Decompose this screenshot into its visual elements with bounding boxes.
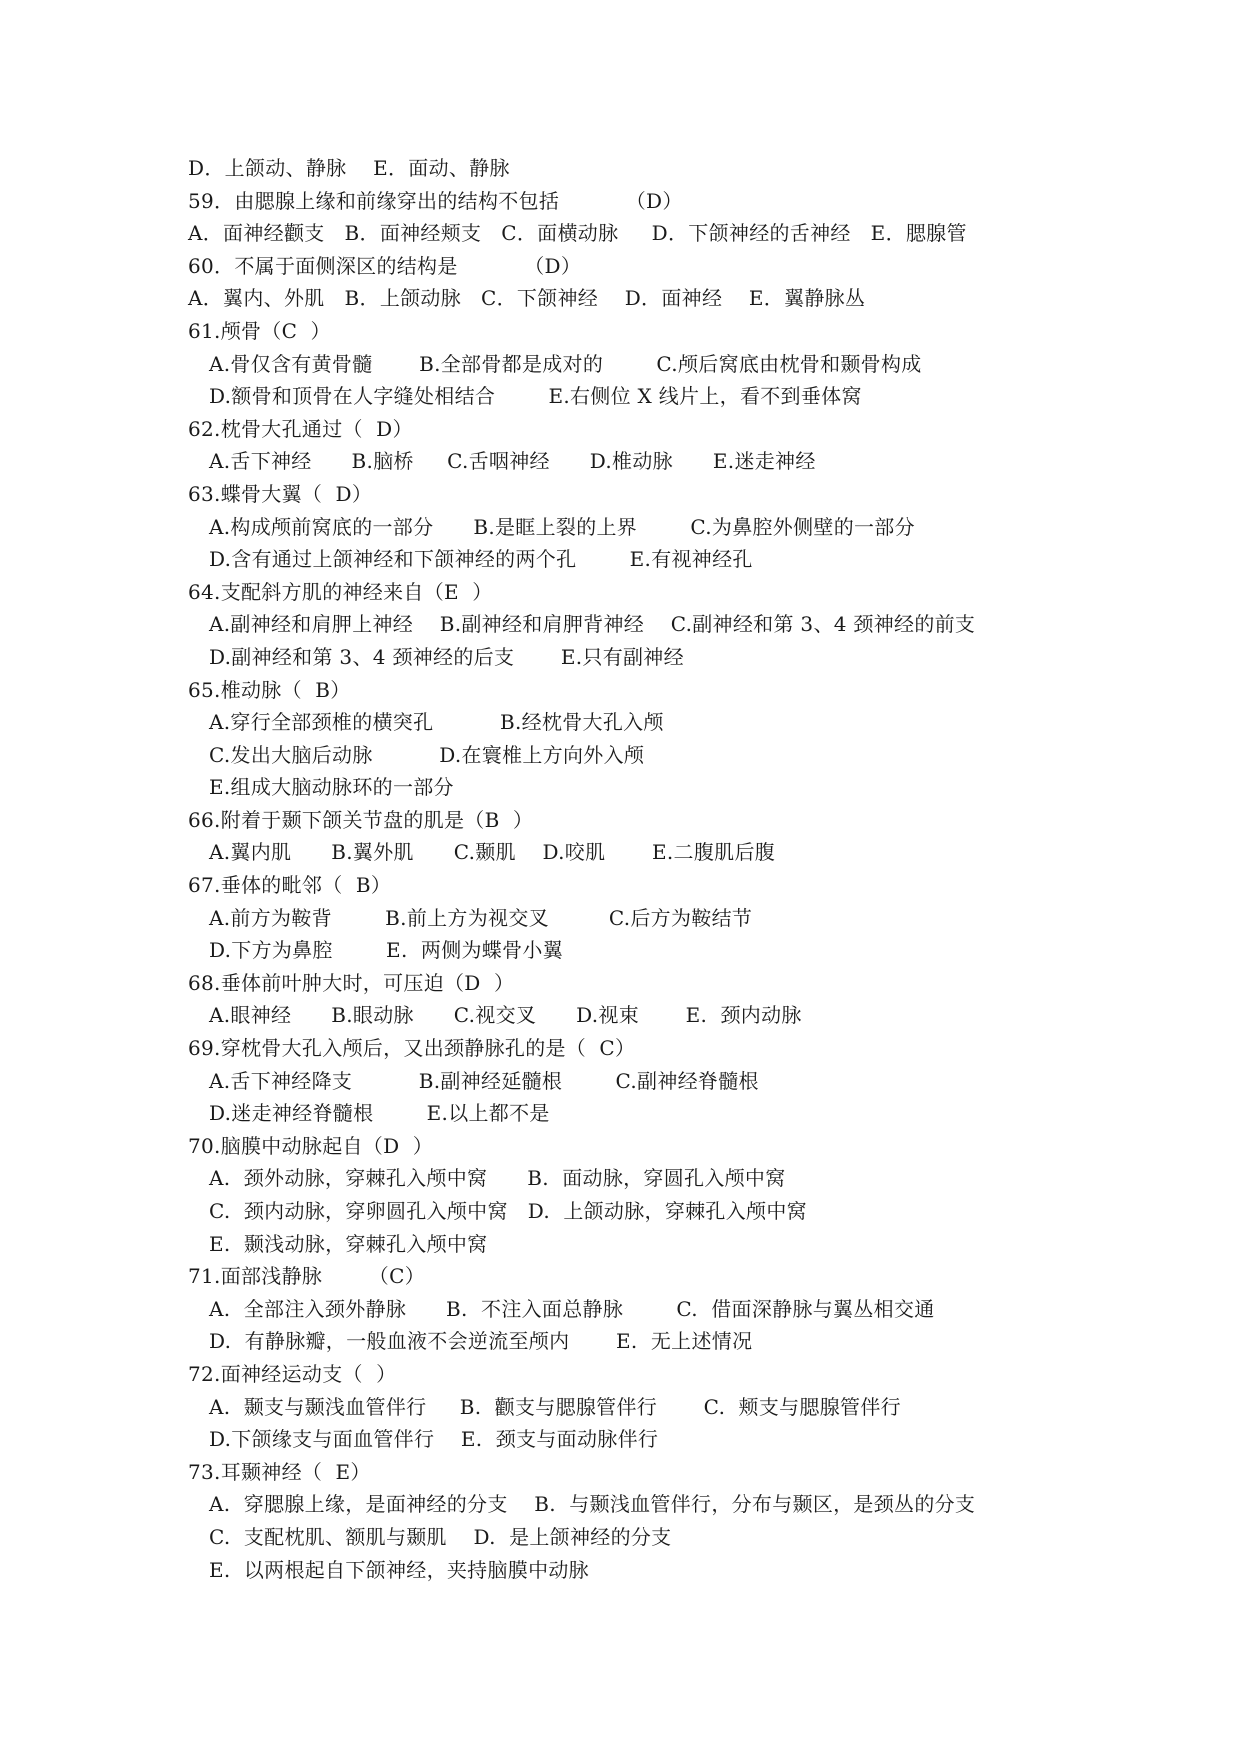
answer-options-line: E. 以两根起自下颌神经，夹持脑膜中动脉 [209, 1557, 589, 1582]
question-line: 68.垂体前叶肿大时，可压迫（D ） [188, 970, 515, 995]
question-line: A．面神经颧支 B．面神经颊支 C．面横动脉 D．下颌神经的舌神经 E．腮腺管 [188, 221, 967, 246]
answer-options-line: A. 穿腮腺上缘，是面神经的分支 B. 与颞浅血管伴行，分布与颞区，是颈丛的分支 [209, 1492, 976, 1517]
question-line: 71.面部浅静脉 （C） [188, 1264, 426, 1289]
question-line: 69.穿枕骨大孔入颅后，又出颈静脉孔的是（ C） [188, 1036, 636, 1061]
question-line: 60．不属于面侧深区的结构是 （D） [188, 253, 582, 278]
answer-options-line: E.组成大脑动脉环的一部分 [209, 775, 454, 800]
question-list [188, 152, 1128, 1586]
answer-options-line: A.舌下神经降支 B.副神经延髓根 C.副神经脊髓根 [209, 1068, 759, 1093]
answer-options-line: D.额骨和顶骨在人字缝处相结合 E.右侧位 X 线片上，看不到垂体窝 [209, 384, 862, 409]
question-line: 59．由腮腺上缘和前缘穿出的结构不包括 （D） [188, 188, 683, 213]
question-line: A．翼内、外肌 B．上颌动脉 C．下颌神经 D．面神经 E．翼静脉丛 [188, 286, 866, 311]
answer-options-line: D.下方为鼻腔 E. 两侧为蝶骨小翼 [209, 938, 564, 963]
answer-options-line: D. 有静脉瓣，一般血液不会逆流至颅内 E. 无上述情况 [209, 1329, 753, 1354]
question-line: 72.面神经运动支（ ） [188, 1361, 397, 1386]
answer-options-line: A.构成颅前窝底的一部分 B.是眶上裂的上界 C.为鼻腔外侧壁的一部分 [209, 514, 915, 539]
answer-options-line: A.副神经和肩胛上神经 B.副神经和肩胛背神经 C.副神经和第 3、4 颈神经的前支 [209, 612, 976, 637]
question-line: 62.枕骨大孔通过（ D） [188, 416, 413, 441]
answer-options-line: A. 全部注入颈外静脉 B. 不注入面总静脉 C. 借面深静脉与翼丛相交通 [209, 1296, 935, 1321]
answer-options-line: A.穿行全部颈椎的横突孔 B.经枕骨大孔入颅 [209, 710, 664, 735]
question-line: 73.耳颞神经（ E） [188, 1459, 371, 1484]
answer-options-line: A.眼神经 B.眼动脉 C.视交叉 D.视束 E. 颈内动脉 [209, 1003, 802, 1028]
question-line: D．上颌动、静脉 E．面动、静脉 [188, 156, 510, 180]
answer-options-line: A.舌下神经 B.脑桥 C.舌咽神经 D.椎动脉 E.迷走神经 [209, 449, 816, 474]
answer-options-line: D.下颌缘支与面血管伴行 E. 颈支与面动脉伴行 [209, 1427, 659, 1452]
answer-options-line: D.副神经和第 3、4 颈神经的后支 E.只有副神经 [209, 644, 684, 669]
question-line: 70.脑膜中动脉起自（D ） [188, 1133, 434, 1158]
answer-options-line: C. 支配枕肌、额肌与颞肌 D. 是上颌神经的分支 [209, 1524, 672, 1549]
answer-options-line: D.含有通过上颌神经和下颌神经的两个孔 E.有视神经孔 [209, 547, 753, 572]
question-line: 65.椎动脉（ B） [188, 677, 351, 702]
answer-options-line: C. 颈内动脉，穿卵圆孔入颅中窝 D. 上颌动脉，穿棘孔入颅中窝 [209, 1199, 807, 1223]
question-line: 64.支配斜方肌的神经来自（E ） [188, 579, 493, 604]
question-line: 67.垂体的毗邻（ B） [188, 873, 392, 898]
answer-options-line: A.翼内肌 B.翼外肌 C.颞肌 D.咬肌 E.二腹肌后腹 [209, 840, 776, 865]
question-line: 66.附着于颞下颌关节盘的肌是（B ） [188, 807, 534, 832]
answer-options-line: A.前方为鞍背 B.前上方为视交叉 C.后方为鞍结节 [209, 905, 753, 930]
answer-options-line: A.骨仅含有黄骨髓 B.全部骨都是成对的 C.颅后窝底由枕骨和颞骨构成 [209, 351, 922, 376]
answer-options-line: A. 颞支与颞浅血管伴行 B. 颧支与腮腺管伴行 C. 颊支与腮腺管伴行 [209, 1394, 901, 1419]
answer-options-line: A. 颈外动脉，穿棘孔入颅中窝 B. 面动脉，穿圆孔入颅中窝 [209, 1166, 786, 1191]
question-line: 63.蝶骨大翼（ D） [188, 481, 373, 506]
answer-options-line: D.迷走神经脊髓根 E.以上都不是 [209, 1101, 550, 1126]
answer-options-line: E. 颞浅动脉，穿棘孔入颅中窝 [209, 1231, 488, 1256]
answer-options-line: C.发出大脑后动脉 D.在寰椎上方向外入颅 [209, 742, 645, 767]
question-line: 61.颅骨（C ） [188, 318, 331, 343]
